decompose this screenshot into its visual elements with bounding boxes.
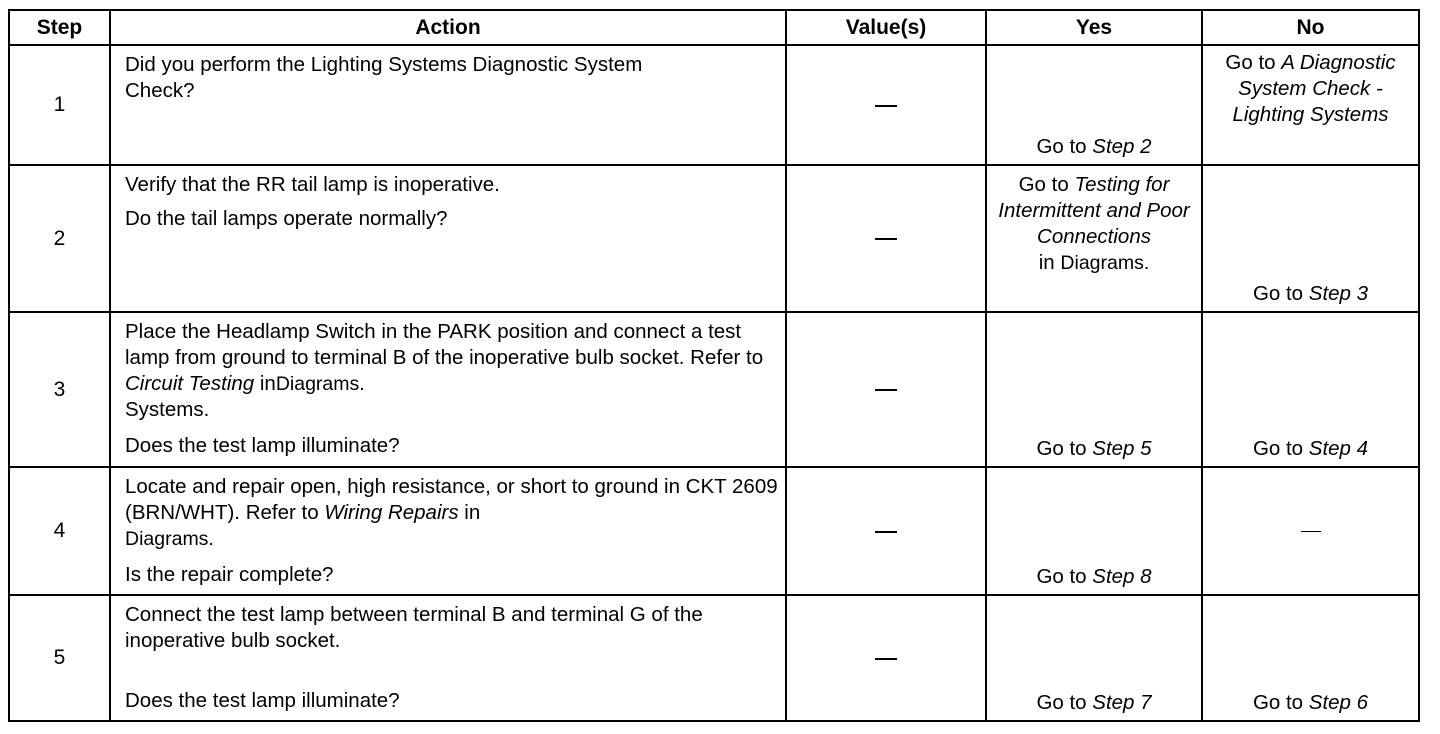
action-question: Does the test lamp illuminate? [125,689,400,712]
step-number: 4 [9,467,110,595]
step-reference: Step 6 [1308,691,1369,714]
section-reference: Circuit Testing [125,372,255,395]
value-cell [786,595,986,721]
action-question: Do the tail lamps operate normally? [125,207,448,230]
step-number: 3 [9,312,110,467]
no-outcome: Go to Step 6 [1252,691,1369,714]
no-outcome: Go to Step 4 [1252,437,1369,460]
action-question: Does the test lamp illuminate? [125,434,400,457]
action-text: Locate and repair open, high resistance, or short to ground in CKT 2609 (BRN/WHT). Refer to Wiring Repairs in Diagrams. [125,475,778,550]
header-action: Action [110,10,786,45]
no-outcome: Go to A Diagnostic System Check - Lighting Systems [1225,51,1396,126]
em-dash-icon [875,105,897,107]
yes-outcome: Go to Step 2 [1036,135,1152,158]
em-dash-icon [875,389,897,391]
no-cell [1202,312,1419,467]
action-cell [110,45,786,165]
step-reference: Step 8 [1092,565,1152,588]
em-dash-icon [1301,531,1321,532]
no-cell [1202,595,1419,721]
yes-outcome: Go to Testing for Intermittent and Poor Connections in Diagrams. [998,173,1190,274]
action-text: Connect the test lamp between terminal B and terminal G of the inoperative bulb socket. [125,603,703,652]
no-outcome: Go to Step 3 [1252,282,1369,305]
action-cell [110,467,786,595]
action-question: Is the repair complete? [125,563,334,586]
value-cell [786,312,986,467]
yes-cell [986,165,1202,312]
value-cell [786,467,986,595]
step-number: 2 [9,165,110,312]
header-step: Step [9,10,110,45]
yes-cell [986,312,1202,467]
step-reference: Step 5 [1092,437,1152,460]
no-cell [1202,467,1419,595]
action-text: Verify that the RR tail lamp is inoperative. [125,173,500,196]
step-number: 5 [9,595,110,721]
section-reference: Testing for Intermittent and Poor Connections [998,173,1190,248]
step-reference: Step 4 [1308,437,1369,460]
action-cell [110,312,786,467]
action-cell [110,595,786,721]
step-reference: Step 7 [1092,691,1152,714]
section-reference: A Diagnostic System Check - Lighting Systems [1232,51,1396,126]
action-text: Did you perform the Lighting Systems Diagnostic System Check? [125,53,643,102]
header-values: Value(s) [786,10,986,45]
yes-outcome: Go to Step 7 [1036,691,1152,714]
yes-cell [986,595,1202,721]
step-number: 1 [9,45,110,165]
step-reference: Step 3 [1308,282,1369,305]
no-cell [1202,165,1419,312]
value-cell [786,45,986,165]
header-no: No [1202,10,1419,45]
em-dash-icon [875,658,897,660]
table-row [9,165,1419,312]
yes-outcome: Go to Step 8 [1036,565,1152,588]
step-reference: Step 2 [1092,135,1152,158]
table-row [9,467,1419,595]
yes-outcome: Go to Step 5 [1036,437,1152,460]
table-row [9,312,1419,467]
no-cell [1202,45,1419,165]
header-yes: Yes [986,10,1202,45]
em-dash-icon [875,531,897,533]
table-row [9,45,1419,165]
action-text: Place the Headlamp Switch in the PARK position and connect a test lamp from ground to terminal B of the inoperative bulb socket. Refer to Circuit Testing inDiagrams. Systems. [125,320,764,421]
action-cell [110,165,786,312]
value-cell [786,165,986,312]
diagnostic-table [8,9,1420,722]
em-dash-icon [875,238,897,240]
yes-cell [986,467,1202,595]
table-row [9,595,1419,721]
header-row [9,10,1419,45]
yes-cell [986,45,1202,165]
section-reference: Wiring Repairs [324,501,459,524]
